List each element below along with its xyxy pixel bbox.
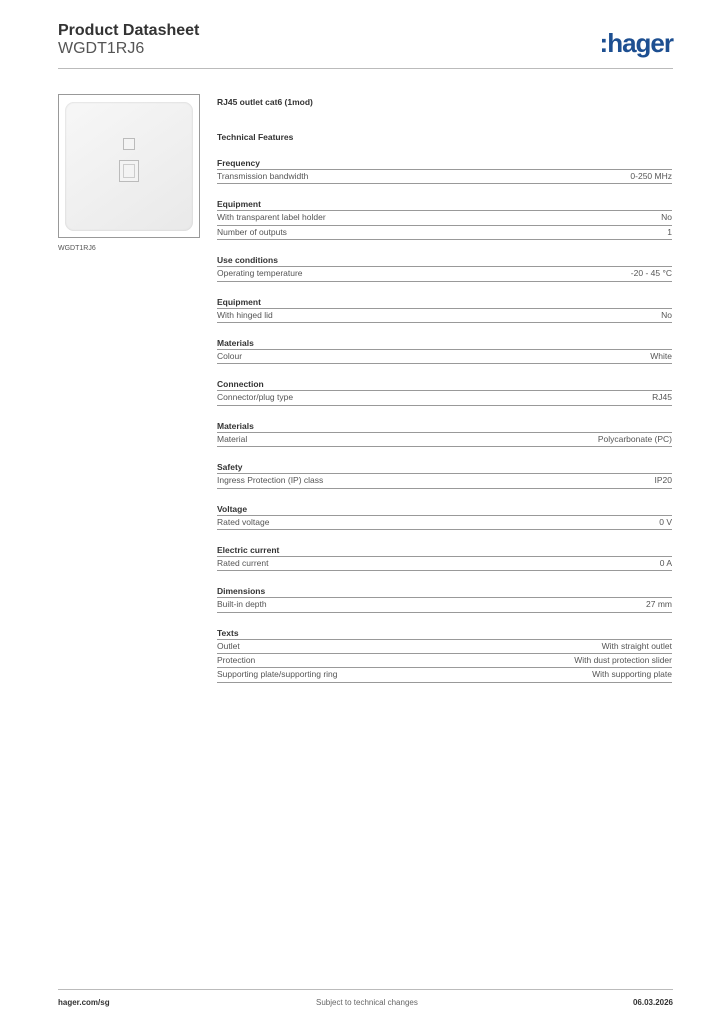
spec-value: No [661, 309, 672, 320]
product-image [58, 94, 200, 238]
spec-row [217, 653, 672, 667]
spec-section [217, 378, 672, 405]
spec-section [217, 585, 672, 612]
spec-row [217, 556, 672, 571]
spec-section [217, 254, 672, 281]
spec-section [217, 337, 672, 364]
spec-row [217, 667, 672, 682]
spec-label: Ingress Protection (IP) class [217, 475, 324, 486]
image-caption: WGDT1RJ6 [58, 245, 96, 252]
spec-row [217, 473, 672, 488]
spec-row [217, 169, 672, 184]
spec-value: 0 A [659, 557, 672, 568]
spec-label: Connector/plug type [217, 392, 294, 403]
section-title: Equipment [217, 199, 261, 210]
spec-value: 27 mm [646, 599, 672, 610]
features-heading: Technical Features [217, 132, 294, 142]
spec-row [217, 390, 672, 405]
spec-section [217, 157, 672, 184]
spec-row [217, 432, 672, 447]
spec-label: With hinged lid [217, 309, 273, 320]
spec-value: 0 V [659, 516, 672, 527]
spec-label: Transmission bandwidth [217, 171, 309, 181]
spec-label: Protection [217, 655, 256, 666]
spec-row [217, 515, 672, 530]
spec-section [217, 627, 672, 683]
spec-label: Rated voltage [217, 516, 270, 527]
spec-label: Outlet [217, 640, 240, 651]
outlet-plate [65, 102, 193, 231]
section-title: Texts [217, 627, 239, 638]
spec-label: Built-in depth [217, 599, 267, 610]
footer-divider [58, 989, 673, 990]
spec-section [217, 420, 672, 447]
hager-logo: :hager [599, 28, 673, 58]
section-title: Voltage [217, 503, 248, 514]
spec-value: With supporting plate [592, 669, 672, 680]
footer-date: 06.03.2026 [632, 998, 673, 1007]
spec-label: With transparent label holder [217, 212, 326, 223]
spec-label: Rated current [217, 557, 269, 568]
spec-row [217, 349, 672, 364]
spec-label: Supporting plate/supporting ring [217, 669, 338, 680]
section-title: Frequency [217, 158, 260, 168]
spec-label: Material [217, 433, 248, 444]
spec-sections [217, 157, 672, 683]
spec-value: RJ45 [652, 392, 672, 403]
spec-section [217, 503, 672, 530]
footer-website: hager.com/sg [58, 998, 110, 1007]
spec-value: No [661, 212, 672, 223]
spec-value: With dust protection slider [574, 655, 672, 666]
spec-value: 0-250 MHz [630, 171, 672, 181]
spec-row [217, 266, 672, 281]
section-title: Materials [217, 420, 254, 431]
spec-section [217, 544, 672, 571]
spec-row [217, 210, 672, 224]
section-title: Materials [217, 337, 254, 348]
header-divider [58, 68, 673, 69]
spec-label: Number of outputs [217, 226, 287, 237]
spec-section [217, 198, 672, 240]
section-title: Equipment [217, 296, 261, 307]
spec-value: Polycarbonate (PC) [597, 433, 672, 444]
spec-label: Colour [217, 350, 243, 361]
section-title: Electric current [217, 544, 280, 555]
section-title: Safety [217, 462, 243, 473]
product-code: WGDT1RJ6 [58, 40, 145, 57]
spec-section [217, 296, 672, 323]
spec-label: Operating temperature [217, 268, 303, 279]
spec-value: With straight outlet [601, 640, 672, 651]
rj45-port-icon [119, 160, 139, 182]
label-holder-icon [123, 138, 135, 150]
page-title: Product Datasheet [58, 22, 200, 39]
spec-section [217, 461, 672, 488]
spec-row [217, 308, 672, 323]
section-title: Connection [217, 379, 264, 390]
spec-row [217, 597, 672, 612]
footer-notice: Subject to technical changes [316, 998, 418, 1007]
spec-value: White [650, 350, 672, 361]
spec-value: 1 [667, 226, 672, 237]
spec-content [217, 96, 672, 683]
spec-row [217, 225, 672, 240]
section-title: Use conditions [217, 255, 278, 266]
product-name: RJ45 outlet cat6 (1mod) [217, 97, 313, 107]
spec-row [217, 639, 672, 653]
spec-value: IP20 [654, 475, 672, 486]
spec-value: -20 - 45 °C [630, 268, 672, 279]
section-title: Dimensions [217, 586, 266, 597]
